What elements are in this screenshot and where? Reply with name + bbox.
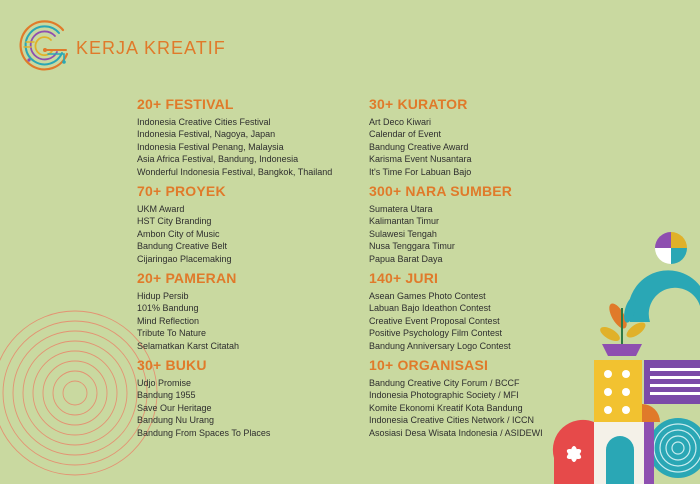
- list-item: Ambon City of Music: [137, 228, 220, 239]
- list-item: Creative Event Proposal Contest: [369, 315, 500, 326]
- list-item: Karisma Event Nusantara: [369, 154, 472, 165]
- section-title: 10+ ORGANISASI: [369, 357, 489, 373]
- list-item: Bandung Nu Urang: [137, 415, 215, 426]
- teal-arch: [628, 270, 700, 322]
- section-juri: [369, 270, 511, 352]
- list-item: Art Deco Kiwari: [369, 117, 432, 127]
- list-item: Labuan Bajo Ideathon Contest: [369, 303, 491, 314]
- list-item: Wonderful Indonesia Festival, Bangkok, Thailand: [137, 166, 333, 177]
- list-item: Komite Ekonomi Kreatif Kota Bandung: [369, 402, 523, 413]
- geometric-decoration: [530, 226, 700, 484]
- list-item: Bandung Anniversary Logo Contest: [369, 340, 511, 351]
- section-buku: [137, 357, 270, 439]
- list-item: Bandung Creative Award: [369, 141, 469, 152]
- list-item: Cijaringao Placemaking: [137, 253, 232, 264]
- section-title: 30+ BUKU: [137, 357, 207, 373]
- teal-target-icon: [648, 418, 700, 478]
- list-item: Calendar of Event: [369, 129, 442, 140]
- pot: [602, 344, 642, 356]
- brand-name: KERJA KREATIF: [76, 38, 226, 58]
- section-pameran: [137, 270, 239, 352]
- list-item: Asosiasi Desa Wisata Indonesia / ASIDEWI: [369, 427, 543, 438]
- section-festival: [137, 96, 332, 178]
- section-title: 140+ JURI: [369, 270, 439, 286]
- list-item: Bandung 1955: [137, 390, 196, 401]
- list-item: Save Our Heritage: [137, 402, 212, 413]
- list-item: Selamatkan Karst Citatah: [137, 340, 240, 351]
- section-nara-sumber: [369, 183, 512, 265]
- section-proyek: [137, 183, 232, 265]
- list-item: Indonesia Creative Cities Festival: [137, 117, 271, 127]
- list-item: Mind Reflection: [137, 315, 200, 326]
- quadrant-circle-icon: [655, 232, 687, 264]
- list-item: Indonesia Festival Penang, Malaysia: [137, 141, 284, 152]
- list-item: It's Time For Labuan Bajo: [369, 166, 472, 177]
- section-title: 30+ KURATOR: [369, 96, 468, 112]
- list-item: Bandung Creative Belt: [137, 241, 228, 252]
- list-item: Papua Barat Daya: [369, 253, 443, 264]
- section-kurator: [369, 96, 472, 178]
- list-item: Tribute To Nature: [137, 328, 207, 339]
- list-item: Hidup Persib: [137, 291, 189, 301]
- list-item: Sumatera Utara: [369, 204, 433, 214]
- list-item: 101% Bandung: [137, 303, 199, 314]
- list-item: Indonesia Festival, Nagoya, Japan: [137, 129, 276, 140]
- list-item: Nusa Tenggara Timur: [369, 241, 455, 252]
- list-item: Bandung From Spaces To Places: [137, 427, 271, 438]
- list-item: Indonesia Photographic Society / MFI: [369, 390, 519, 401]
- section-title: 20+ FESTIVAL: [137, 96, 234, 112]
- list-item: Udjo Promise: [137, 378, 192, 388]
- concentric-circles-decoration: [0, 268, 160, 484]
- section-title: 300+ NARA SUMBER: [369, 183, 513, 199]
- list-item: Sulawesi Tengah: [369, 228, 437, 239]
- section-title: 70+ PROYEK: [137, 183, 226, 199]
- list-item: Positive Psychology Film Contest: [369, 328, 503, 339]
- list-item: Indonesia Creative Cities Network / ICCN: [369, 415, 535, 426]
- list-item: Asia Africa Festival, Bandung, Indonesia: [137, 154, 299, 165]
- list-item: Kalimantan Timur: [369, 216, 440, 227]
- list-item: Bandung Creative City Forum / BCCF: [369, 378, 520, 388]
- kerja-kreatif-logo-icon: [14, 16, 76, 78]
- section-title: 20+ PAMERAN: [137, 270, 237, 286]
- list-item: UKM Award: [137, 204, 185, 214]
- list-item: Asean Games Photo Contest: [369, 291, 486, 301]
- section-organisasi: [369, 357, 543, 439]
- list-item: HST City Branding: [137, 216, 212, 227]
